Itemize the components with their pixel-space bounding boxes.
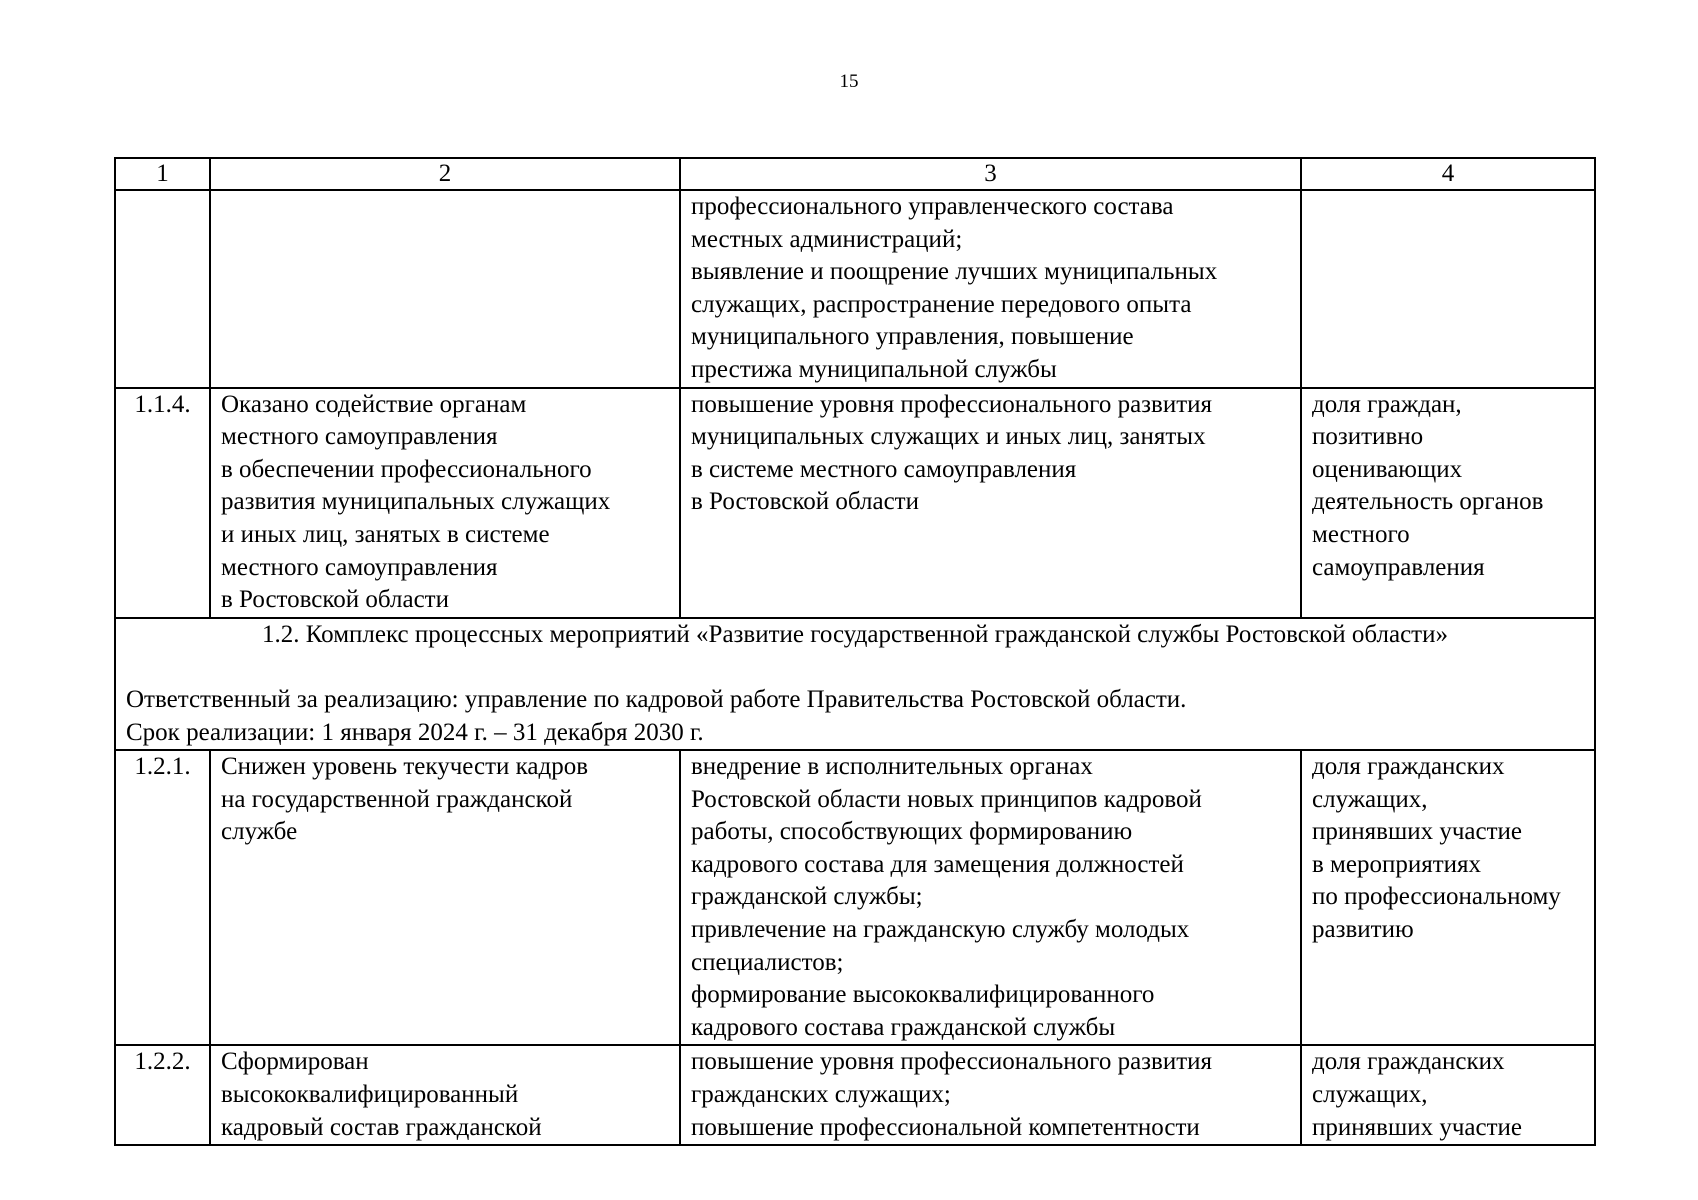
table-header-row bbox=[115, 158, 1595, 190]
cell-line: повышение профессиональной компетентности bbox=[691, 1113, 1200, 1141]
cell-line: привлечение на гражданскую службу молодых bbox=[691, 916, 1190, 944]
cell-line: в Ростовской области bbox=[221, 586, 449, 614]
cell-line: позитивно bbox=[1312, 423, 1424, 451]
page-number: 15 bbox=[839, 71, 859, 92]
cell-line: местного bbox=[1312, 520, 1410, 548]
cell-line: гражданской службы; bbox=[691, 883, 923, 911]
cell-line: доля граждан, bbox=[1312, 390, 1462, 418]
indicator-cell bbox=[1301, 190, 1595, 388]
cell-line: Сформирован bbox=[221, 1048, 369, 1076]
cell-line: повышение уровня профессионального развития bbox=[691, 390, 1213, 418]
section-row bbox=[115, 618, 1595, 750]
row-number-cell: 1.2.1. bbox=[115, 750, 210, 1045]
row-number-cell bbox=[115, 190, 210, 388]
cell-line: работы, способствующих формированию bbox=[691, 818, 1133, 846]
cell-line: высококвалифицированный bbox=[221, 1081, 519, 1109]
cell-line: кадрового состава для замещения должностей bbox=[691, 850, 1184, 878]
cell-line: оценивающих bbox=[1312, 455, 1463, 483]
indicator-cell bbox=[1301, 750, 1595, 1045]
cell-line: выявление и поощрение лучших муниципальных bbox=[691, 258, 1218, 286]
indicator-cell bbox=[1301, 1045, 1595, 1145]
header-col-4: 4 bbox=[1301, 158, 1595, 190]
cell-line: специалистов; bbox=[691, 948, 844, 976]
description-cell bbox=[680, 1045, 1301, 1145]
cell-line: в системе местного самоуправления bbox=[691, 455, 1077, 483]
cell-line: муниципального управления, повышение bbox=[691, 323, 1134, 351]
cell-line: гражданских служащих; bbox=[691, 1081, 951, 1109]
cell-line: служащих, bbox=[1312, 1081, 1428, 1109]
indicator-cell bbox=[1301, 388, 1595, 618]
cell-line: профессионального управленческого состава bbox=[691, 193, 1174, 220]
cell-line: местных администраций; bbox=[691, 225, 963, 253]
cell-line: принявших участие bbox=[1312, 1113, 1522, 1141]
row-number-cell: 1.1.4. bbox=[115, 388, 210, 618]
result-cell bbox=[210, 190, 680, 388]
cell-line: Снижен уровень текучести кадров bbox=[221, 753, 589, 781]
cell-line: доля гражданских bbox=[1312, 753, 1505, 781]
header-col-3: 3 bbox=[680, 158, 1301, 190]
cell-line: самоуправления bbox=[1312, 553, 1485, 581]
result-cell bbox=[210, 1045, 680, 1145]
description-cell bbox=[680, 388, 1301, 618]
cell-line: служащих, распространение передового опыта bbox=[691, 290, 1192, 318]
cell-line: кадрового состава гражданской службы bbox=[691, 1013, 1116, 1041]
result-cell bbox=[210, 750, 680, 1045]
cell-line: развитию bbox=[1312, 916, 1414, 944]
cell-line: в обеспечении профессионального bbox=[221, 455, 592, 483]
table-row bbox=[115, 750, 1595, 1045]
section-spacer bbox=[126, 651, 1584, 684]
table-row bbox=[115, 388, 1595, 618]
cell-line: местного самоуправления bbox=[221, 553, 498, 581]
cell-line: развития муниципальных служащих bbox=[221, 488, 611, 516]
table-row bbox=[115, 1045, 1595, 1145]
cell-line: местного самоуправления bbox=[221, 423, 498, 451]
cell-line: доля гражданских bbox=[1312, 1048, 1505, 1076]
description-cell bbox=[680, 750, 1301, 1045]
measures-table bbox=[114, 157, 1596, 1146]
section-title: 1.2. Комплекс процессных мероприятий «Развитие государственной гражданской службы Ростовской области» bbox=[262, 620, 1448, 648]
cell-line: престижа муниципальной службы bbox=[691, 355, 1057, 383]
cell-line: внедрение в исполнительных органах bbox=[691, 753, 1093, 781]
cell-line: в мероприятиях bbox=[1312, 850, 1482, 878]
cell-line: формирование высококвалифицированного bbox=[691, 981, 1155, 1009]
result-cell bbox=[210, 388, 680, 618]
cell-line: на государственной гражданской bbox=[221, 785, 573, 813]
cell-line: по профессиональному bbox=[1312, 883, 1561, 911]
description-cell bbox=[680, 190, 1301, 388]
cell-line: в Ростовской области bbox=[691, 488, 919, 516]
section-cell bbox=[115, 618, 1595, 750]
cell-line: Оказано содействие органам bbox=[221, 390, 527, 418]
section-term: Срок реализации: 1 января 2024 г. – 31 декабря 2030 г. bbox=[126, 718, 704, 746]
row-number-cell: 1.2.2. bbox=[115, 1045, 210, 1145]
cell-line: Ростовской области новых принципов кадровой bbox=[691, 785, 1202, 813]
section-responsible: Ответственный за реализацию: управление по кадровой работе Правительства Ростовской области. bbox=[126, 685, 1187, 713]
cell-line: муниципальных служащих и иных лиц, занятых bbox=[691, 423, 1206, 451]
cell-line: повышение уровня профессионального развития bbox=[691, 1048, 1213, 1076]
cell-line: деятельность органов bbox=[1312, 488, 1544, 516]
cell-line: службе bbox=[221, 818, 298, 846]
table-row bbox=[115, 190, 1595, 388]
cell-line: принявших участие bbox=[1312, 818, 1522, 846]
cell-line: и иных лиц, занятых в системе bbox=[221, 520, 550, 548]
cell-line: служащих, bbox=[1312, 785, 1428, 813]
header-col-1: 1 bbox=[115, 158, 210, 190]
header-col-2: 2 bbox=[210, 158, 680, 190]
cell-line: кадровый состав гражданской bbox=[221, 1113, 542, 1141]
